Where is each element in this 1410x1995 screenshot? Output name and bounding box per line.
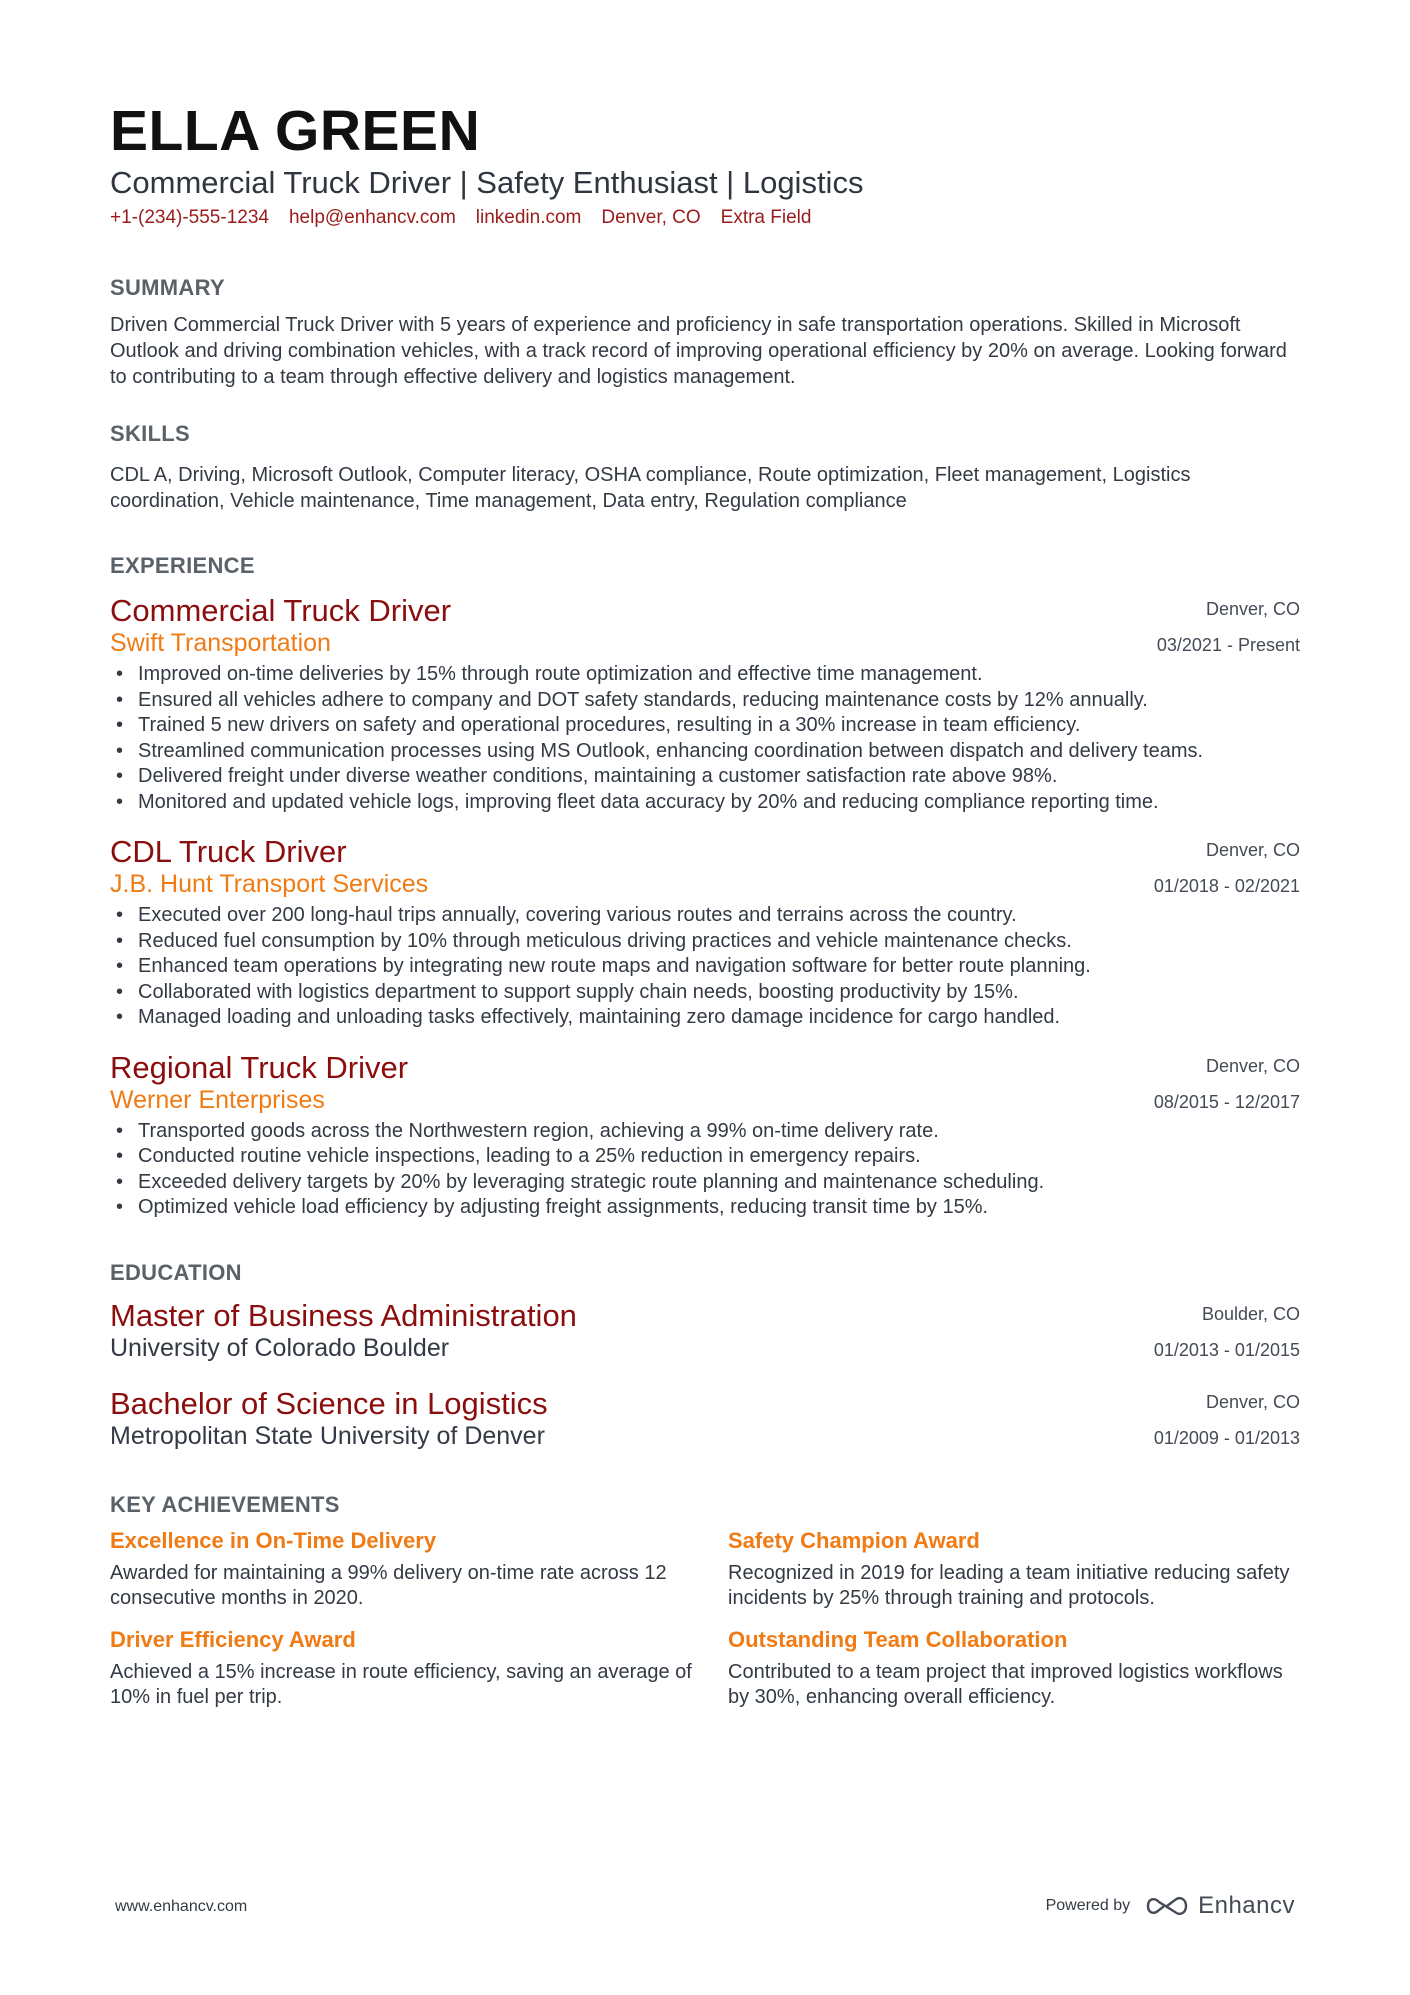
achievement-title: Safety Champion Award [728,1527,980,1553]
job-location: Denver, CO [1205,840,1300,860]
achievement-item [728,1527,1308,1612]
bullet-item: • Delivered freight under diverse weather conditions, maintaining a customer satisfaction rate above 98%. [110,764,1300,790]
contact-phone[interactable]: +1-(234)-555-1234 [110,207,269,228]
experience-section [110,552,1300,1221]
achievement-description: Contributed to a team project that improved logistics workflows by 30%, enhancing overall efficiency. [728,1660,1283,1708]
job-dates: 01/2018 - 02/2021 [1153,876,1300,896]
school-location: Denver, CO [1205,1391,1300,1412]
company-name: Swift Transportation [110,629,331,657]
bullet-item: • Optimized vehicle load efficiency by adjusting freight assignments, reducing transit time by 15%. [110,1195,1300,1221]
bullet-item: • Collaborated with logistics department to support supply chain needs, boosting productivity by 15%. [110,980,1300,1006]
school-name: University of Colorado Boulder [110,1333,450,1362]
achievement-description: Recognized in 2019 for leading a team initiative reducing safety incidents by 25% through training and protocols. [728,1561,1290,1609]
achievements-title: KEY ACHIEVEMENTS [110,1491,340,1517]
job-bullets [110,1119,1300,1221]
brand-name: Enhancv [1198,1892,1295,1919]
achievement-item [728,1626,1308,1711]
skills-text: CDL A, Driving, Microsoft Outlook, Computer literacy, OSHA compliance, Route optimization, Fleet management, Logistics coordination, Vehicle maintenance, Time management, Data entry, Regulation compliance [110,464,1191,512]
education-dates: 01/2009 - 01/2013 [1153,1427,1300,1448]
bullet-item: • Exceeded delivery targets by 20% by leveraging strategic route planning and maintenance scheduling. [110,1170,1300,1196]
education-dates: 01/2013 - 01/2015 [1153,1339,1300,1360]
experience-entry [110,833,1300,1031]
bullet-item: • Monitored and updated vehicle logs, improving fleet data accuracy by 20% and reducing compliance reporting time. [110,790,1300,816]
powered-by-label: Powered by [1045,1897,1131,1914]
education-entry [110,1297,1300,1363]
achievement-description: Achieved a 15% increase in route efficiency, saving an average of 10% in fuel per trip. [110,1660,692,1708]
contact-location: Denver, CO [601,207,701,228]
job-bullets [110,662,1300,815]
bullet-item: • Conducted routine vehicle inspections, leading to a 25% reduction in emergency repairs. [110,1144,1300,1170]
achievement-title: Excellence in On-Time Delivery [110,1527,437,1553]
company-name: J.B. Hunt Transport Services [110,870,429,898]
enhancv-logo-icon [1144,1893,1190,1919]
job-title: Regional Truck Driver [110,1049,409,1085]
job-bullets [110,903,1300,1031]
summary-text: Driven Commercial Truck Driver with 5 years of experience and proficiency in safe transportation operations. Skilled in Microsoft Outlook and driving combination vehicles, with a track record of improving operational efficiency by 20% on average. Looking forward to contributing to a team through effective delivery and logistics management. [110,314,1287,388]
job-location: Denver, CO [1205,599,1300,619]
summary-section [110,274,1300,390]
job-location: Denver, CO [1205,1055,1300,1076]
job-title: Commercial Truck Driver [110,593,452,628]
bullet-item: • Reduced fuel consumption by 10% through meticulous driving practices and vehicle maintenance checks. [110,929,1300,955]
achievement-item [110,1626,728,1711]
school-location: Boulder, CO [1201,1303,1300,1324]
skills-section [110,420,1300,514]
job-dates: 03/2021 - Present [1156,635,1300,655]
contact-extra-field: Extra Field [720,207,812,228]
bullet-item: • Ensured all vehicles adhere to company and DOT safety standards, reducing maintenance costs by 12% annually. [110,688,1300,714]
degree-title: Bachelor of Science in Logistics [110,1385,548,1421]
job-dates: 08/2015 - 12/2017 [1153,1091,1300,1112]
bullet-item: • Transported goods across the Northwestern region, achieving a 99% on-time delivery rate. [110,1119,1300,1145]
skills-title: SKILLS [110,421,191,446]
contact-linkedin[interactable]: linkedin.com [475,207,582,228]
experience-title: EXPERIENCE [110,553,255,578]
achievements-grid [110,1527,1300,1711]
candidate-headline: Commercial Truck Driver | Safety Enthusiast | Logistics [110,165,864,200]
resume-header [110,100,1300,230]
bullet-item: • Streamlined communication processes using MS Outlook, enhancing coordination between dispatch and delivery teams. [110,739,1300,765]
summary-title: SUMMARY [110,275,225,300]
resume-footer [115,1892,1295,1922]
achievement-title: Driver Efficiency Award [110,1626,356,1652]
experience-entry [110,592,1300,815]
powered-by [1046,1892,1295,1920]
achievement-item [110,1527,728,1612]
bullet-item: • Managed loading and unloading tasks effectively, maintaining zero damage incidence for cargo handled. [110,1005,1300,1031]
bullet-item: • Executed over 200 long-haul trips annually, covering various routes and terrains across the country. [110,903,1300,929]
contact-email[interactable]: help@enhancv.com [288,207,456,228]
achievement-description: Awarded for maintaining a 99% delivery on-time rate across 12 consecutive months in 2020. [110,1561,667,1609]
job-title: CDL Truck Driver [110,834,347,869]
achievement-title: Outstanding Team Collaboration [728,1626,1068,1652]
company-name: Werner Enterprises [110,1085,325,1114]
footer-website[interactable]: www.enhancv.com [115,1898,248,1915]
candidate-name: ELLA GREEN [110,99,481,163]
bullet-item: • Enhanced team operations by integrating new route maps and navigation software for better route planning. [110,954,1300,980]
education-section [110,1259,1300,1451]
bullet-item: • Trained 5 new drivers on safety and operational procedures, resulting in a 30% increase in team efficiency. [110,713,1300,739]
experience-entry [110,1049,1300,1221]
achievements-section [110,1491,1300,1711]
brand-logo[interactable] [1144,1892,1295,1920]
education-title: EDUCATION [110,1259,242,1285]
contact-bar [110,206,1300,230]
bullet-item: • Improved on-time deliveries by 15% through route optimization and effective time management. [110,662,1300,688]
school-name: Metropolitan State University of Denver [110,1421,545,1450]
degree-title: Master of Business Administration [110,1297,577,1333]
education-entry [110,1385,1300,1451]
